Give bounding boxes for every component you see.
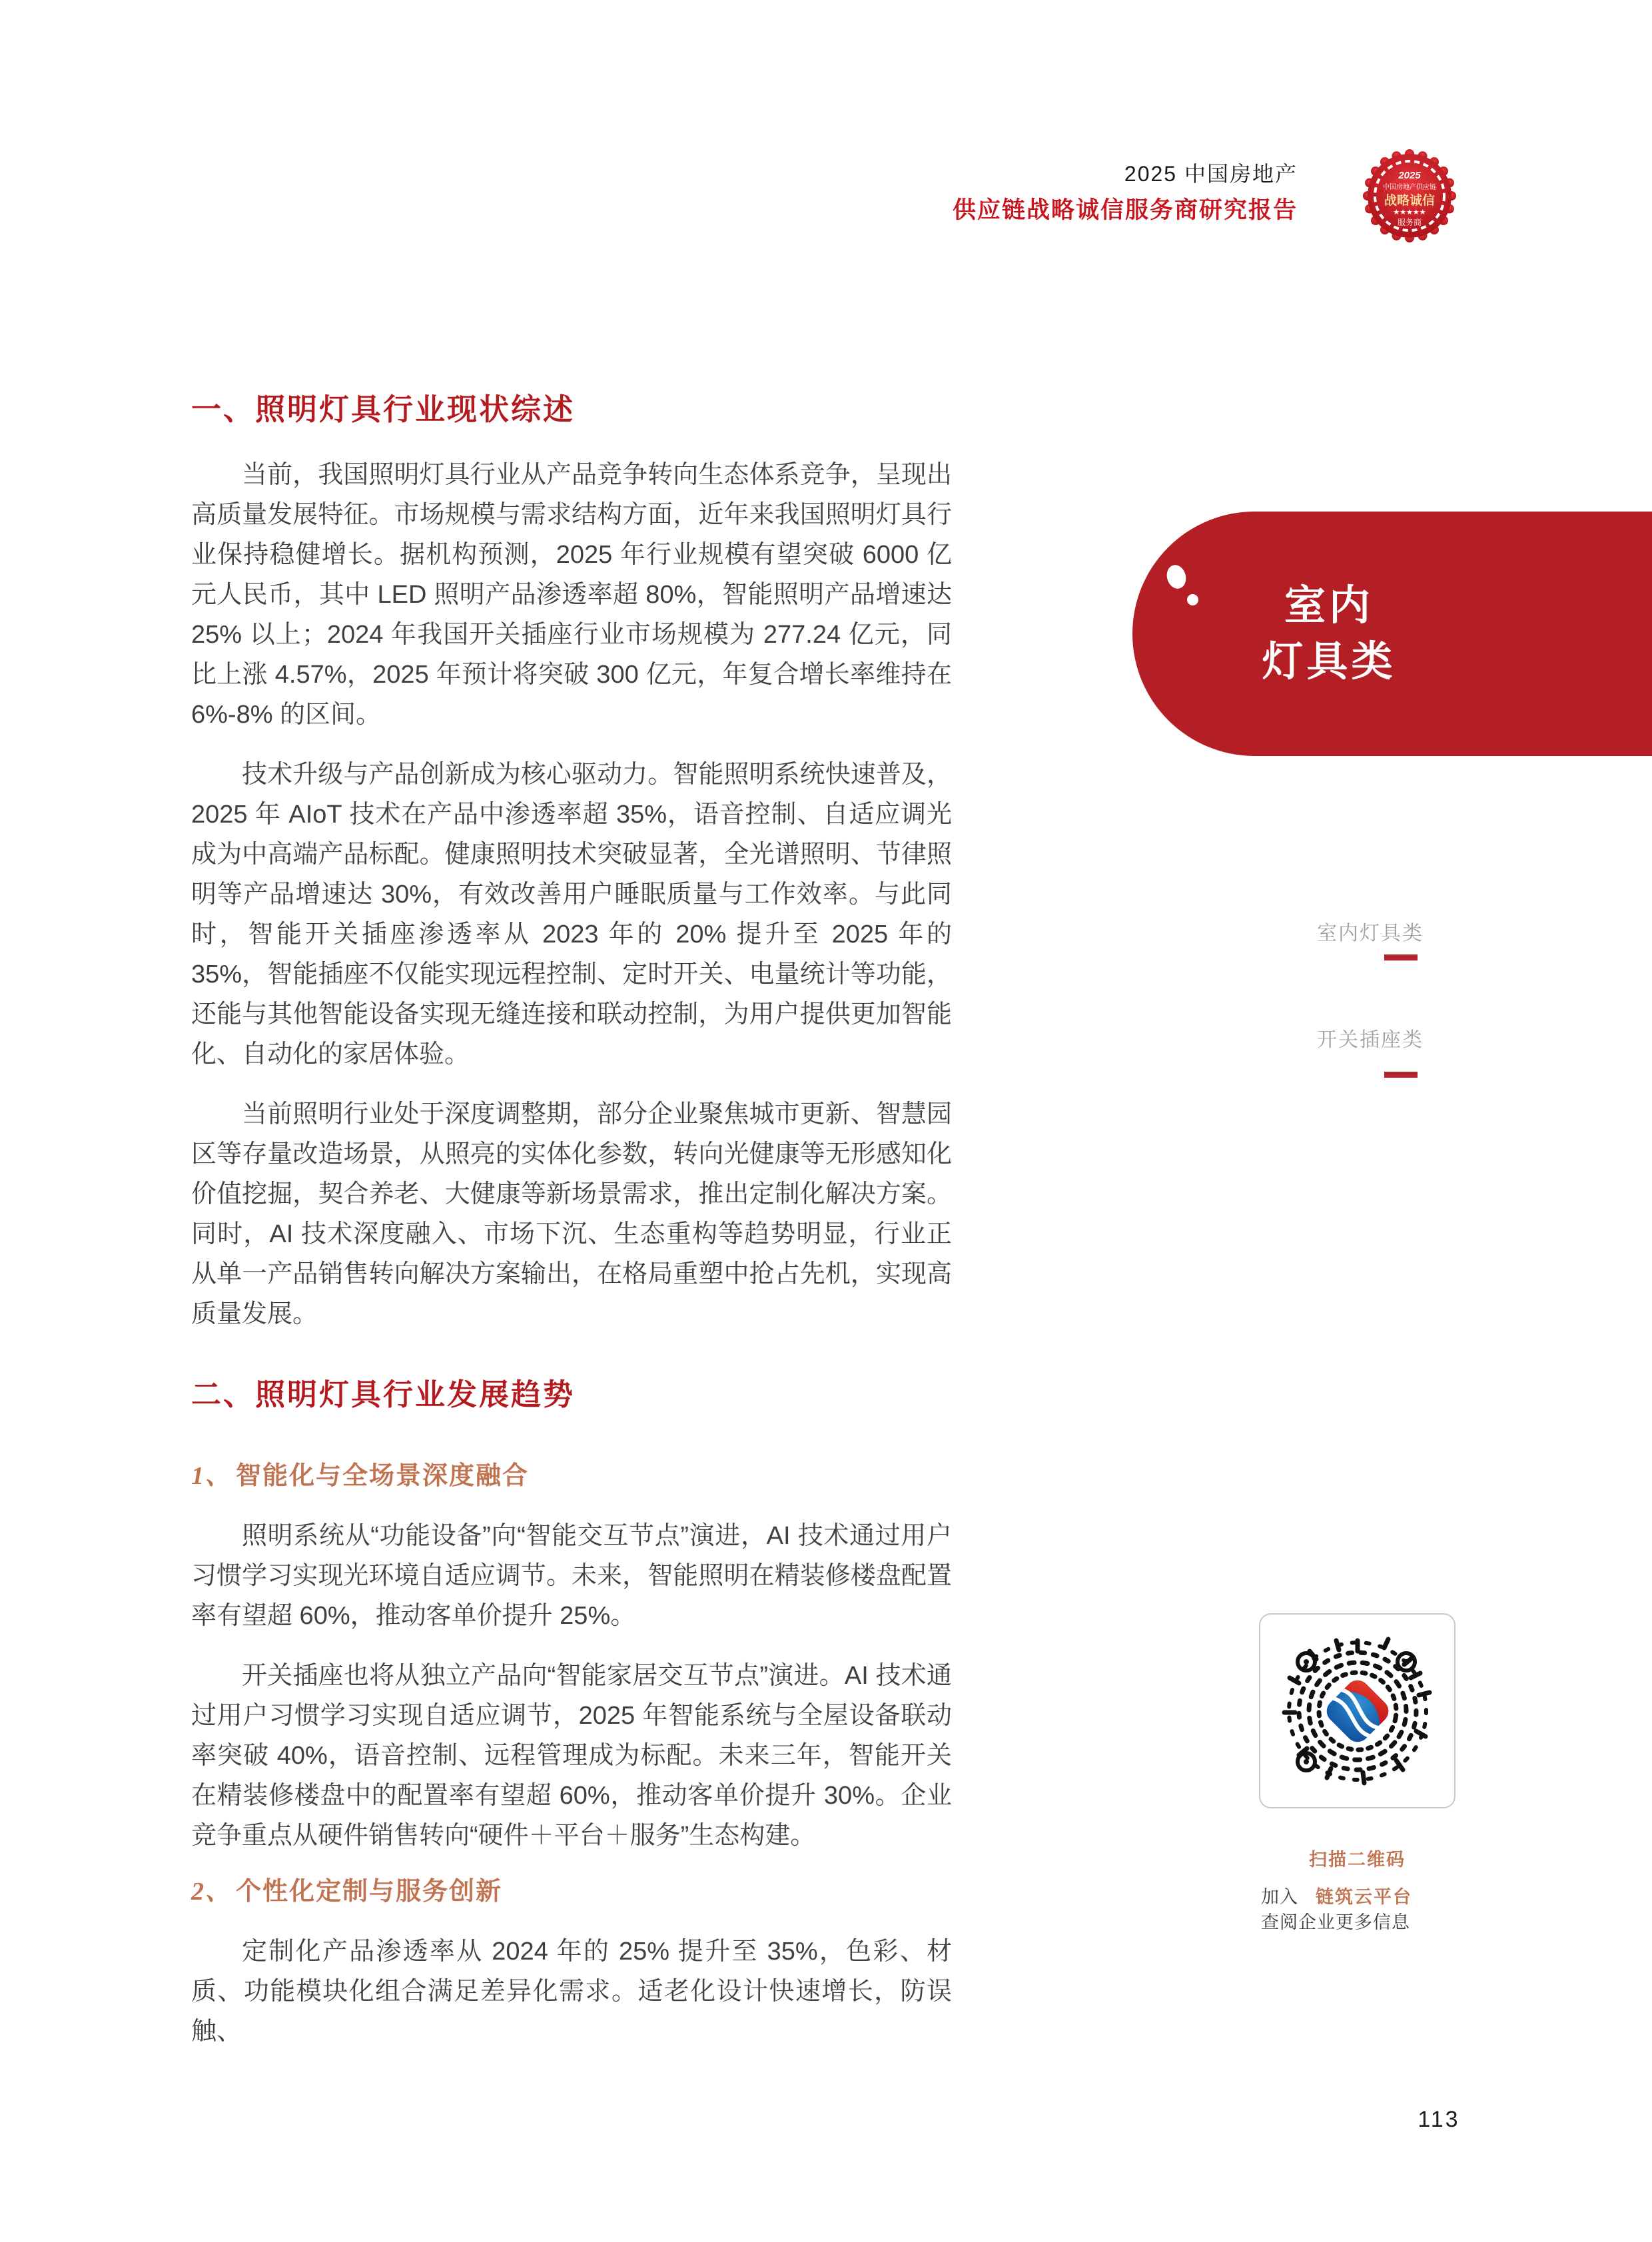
rail-dash-1: [1384, 954, 1418, 960]
section1-title: 一、照明灯具行业现状综述: [191, 392, 576, 426]
qr-join-line: [1261, 1882, 1474, 1908]
subsection1-title-text: 智能化与全场景深度融合: [236, 1462, 530, 1490]
section1-paragraph-3: 当前照明行业处于深度调整期，部分企业聚焦城市更新、智慧园区等存量改造场景，从照亮的实体化参数，转向光健康等无形感知化价值挖掘，契合养老、大健康等新场景需求，推出定制化解决方案。同时，AI 技术深度融入、市场下沉、生态重构等趋势明显，行业正从单一产品销售转向解决方案输出，在格局重塑中抢占先机，实现高质量发展。: [191, 1100, 952, 1328]
subsection2-number: 2、: [191, 1878, 232, 1906]
subsection2-title: [191, 1876, 952, 1908]
section1-paragraph-2: 技术升级与产品创新成为核心驱动力。智能照明系统快速普及，2025 年 AIoT 技术在产品中渗透率超 35%，语音控制、自适应调光成为中高端产品标配。健康照明技术突破显著，全光谱照明、节律照明等产品增速达 30%，有效改善用户睡眠质量与工作效率。与此同时，智能开关插座渗透率从 2023 年的 20% 提升至 2025 年的 35%，智能插座不仅能实现远程控制、定时开关、电量统计等功能，还能与其他智能设备实现无缝连接和联动控制，为用户提供更加智能化、自动化的家居体验。: [191, 761, 952, 1068]
rail-item-indoor-lighting: 室内灯具类: [1317, 923, 1424, 944]
subsection1-paragraph-1: 照明系统从“功能设备”向“智能交互节点”演进，AI 技术通过用户习惯学习实现光环境自适应调节。未来，智能照明在精装修楼盘配置率有望超 60%，推动客单价提升 25%。: [191, 1522, 952, 1630]
badge-row1: 中国房地产供应链: [1383, 184, 1436, 191]
badge-row3: 服务商: [1397, 218, 1422, 227]
subsection1-title: [191, 1460, 952, 1492]
qr-platform-name: 链筑云平台: [1316, 1887, 1412, 1907]
header-title-line1: 2025 中国房地产: [1124, 162, 1298, 186]
page-number: 113: [1418, 2107, 1460, 2132]
capsule-dot-big-icon: [1164, 563, 1189, 591]
mini-program-qr-code-icon: [1278, 1631, 1438, 1791]
qr-scan-hint: 扫描二维码: [1309, 1850, 1406, 1870]
qr-info-line: 查阅企业更多信息: [1261, 1912, 1410, 1932]
article-body: [191, 392, 952, 2071]
category-capsule: [1132, 512, 1652, 756]
subsection2-paragraph-1: 定制化产品渗透率从 2024 年的 25% 提升至 35%，色彩、材质、功能模块化组合满足差异化需求。适老化设计快速增长，防误触、: [191, 1938, 952, 2046]
subsection2-title-text: 个性化定制与服务创新: [236, 1878, 503, 1906]
subsection1-paragraph-2: 开关插座也将从独立产品向“智能家居交互节点”演进。AI 技术通过用户习惯学习实现自适应调节，2025 年智能系统与全屋设备联动率突破 40%，语音控制、远程管理成为标配。未来三年，智能开关在精装修楼盘中的配置率有望超 60%，推动客单价提升 30%。企业竞争重点从硬件销售转向“硬件＋平台＋服务”生态构建。: [191, 1662, 952, 1850]
badge-year: 2025: [1398, 170, 1421, 181]
capsule-title-line2: 灯具类: [1262, 638, 1396, 685]
section1-paragraph-1: 当前，我国照明灯具行业从产品竞争转向生态体系竞争，呈现出高质量发展特征。市场规模与需求结构方面，近年来我国照明灯具行业保持稳健增长。据机构预测，2025 年行业规模有望突破 6000 亿元人民币，其中 LED 照明产品渗透率超 80%，智能照明产品增速达 25% 以上；2024 年我国开关插座行业市场规模为 277.24 亿元，同比上涨 4.57%，2025 年预计将突破 300 亿元，年复合增长率维持在 6%-8% 的区间。: [191, 461, 952, 729]
section2-title: 二、照明灯具行业发展趋势: [191, 1377, 576, 1411]
page-header: [666, 161, 1298, 225]
award-seal-icon: [1363, 149, 1456, 242]
qr-join-prefix: 加入: [1261, 1887, 1298, 1907]
capsule-dot-small-icon: [1187, 594, 1198, 605]
qr-code-card: [1259, 1613, 1455, 1808]
capsule-title-line1: 室内: [1284, 582, 1374, 629]
rail-dash-2: [1384, 1072, 1418, 1078]
header-title-line2: 供应链战略诚信服务商研究报告: [952, 197, 1298, 223]
subsection1-number: 1、: [191, 1462, 232, 1490]
badge-row2: 战略诚信: [1384, 194, 1436, 208]
rail-item-switch-socket: 开关插座类: [1317, 1029, 1424, 1051]
badge-stars: ★★★★★: [1393, 208, 1426, 216]
capsule-title: [1219, 512, 1439, 756]
